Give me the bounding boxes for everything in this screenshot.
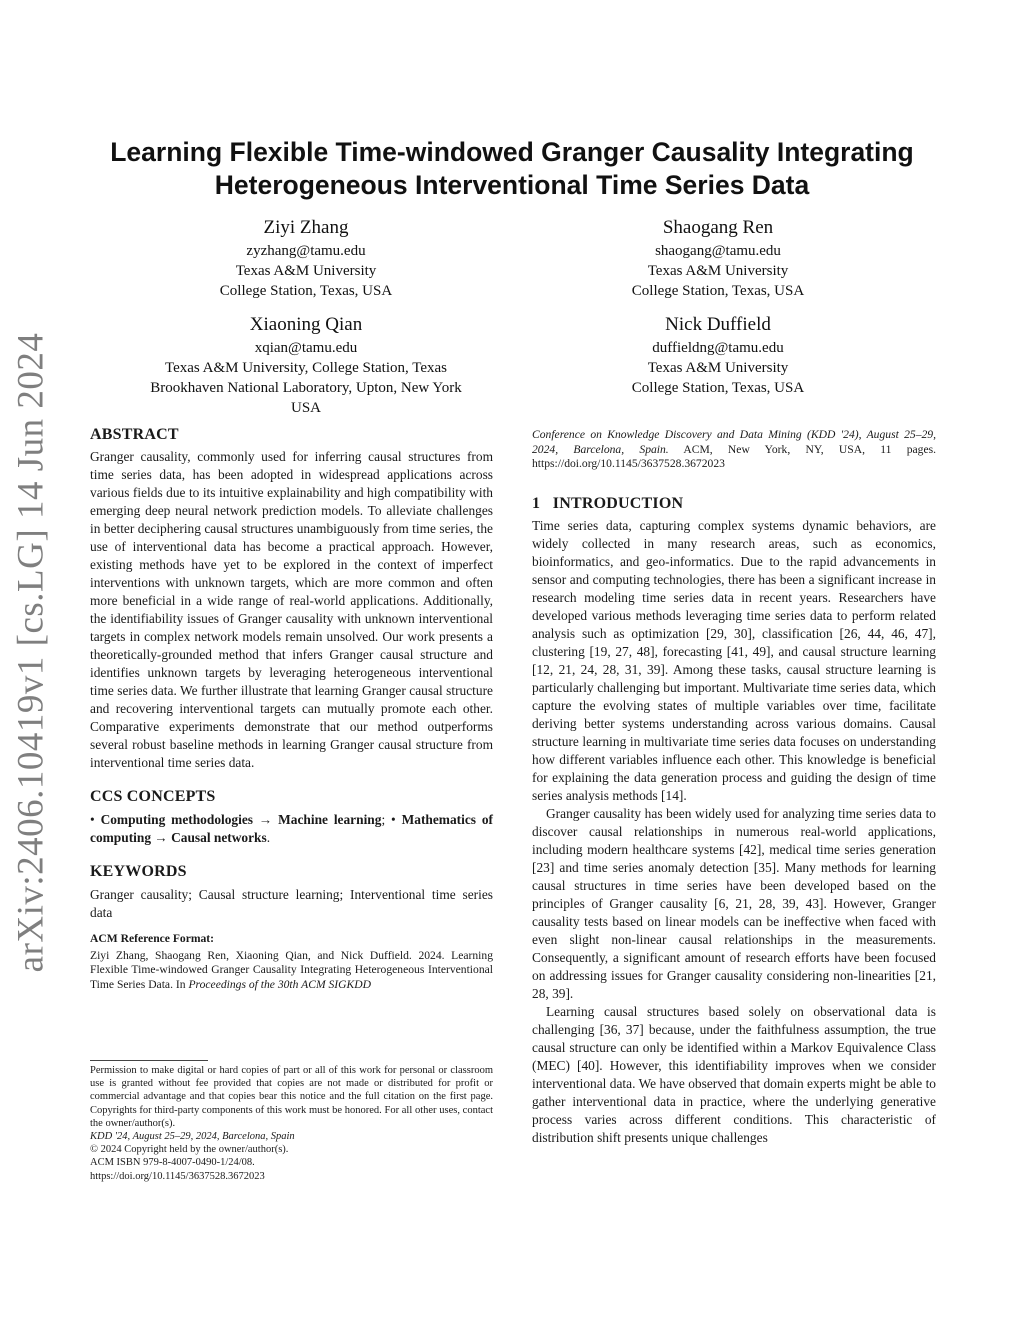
author-affiliation: Texas A&M University: [647, 263, 789, 279]
introduction-heading: 1 INTRODUCTION: [532, 494, 684, 512]
ccs-separator: ; •: [381, 812, 402, 827]
intro-paragraph-3: Learning causal structures based solely on observational data is challenging [36, 37] because, under the faithfulness assumption, the true causal structure can only be identified within a Markov Equivalence Class (MEC) [40]. However, this identifiability improves when we consider interventional data. We have observed that domain experts might be able to gather interventional data in practice, where the underlying generative process varies across different conditions. This characteristic of distribution shift presents unique challenges: [532, 1003, 936, 1145]
ccs-end: .: [266, 830, 271, 845]
ref-format-text: [90, 949, 493, 993]
author-location: College Station, Texas, USA: [219, 283, 393, 299]
isbn-line: ACM ISBN 979-8-4007-0490-1/24/08.: [90, 1157, 255, 1169]
intro-paragraph-1: Time series data, capturing complex systems dynamic behaviors, are widely collected in many research areas, such as economics, bioinformatics, and geo-informatics. Due to the rapid advancements in sensor and computing technologies, there has been a significant increase in research modeling time series data in recent years. Researchers have developed various methods leveraging time series data to perform related analysis such as optimization [29, 30], classification [26, 44, 46, 47], clustering [19, 27, 48], forecasting [41, 49], and causal structure learning [12, 21, 24, 28, 31, 39]. Among these tasks, causal structure learning is particularly challenging but important. Multivariate time series data, which capture the evolving states of multiple variables over time, facilitate deriving better systems understanding across various domains. Causal structure learning in multivariate time series data focuses on understanding how different variables influence each other. This knowledge is beneficial for explaining the data generation process and guiding the design of time series analysis methods [14].: [532, 517, 936, 803]
left-column: [90, 425, 493, 992]
author-affiliation: Texas A&M University, College Station, Texas: [164, 360, 448, 376]
ccs-arrow: →: [253, 812, 279, 827]
permission-notice: Permission to make digital or hard copies of part or all of this work for personal or classroom use is granted without fee provided that copies are not made or distributed for profit or commercial advantage and that copies bear this notice and the full citation on the first page. Copyrights for third-party components of this work must be honored. For all other uses, contact the owner/author(s).: [90, 1065, 493, 1129]
footnote-block: [90, 1064, 493, 1183]
ccs-bullet: •: [90, 812, 101, 827]
arxiv-id: arXiv:2406.10419v1 [cs.LG] 14 Jun 2024: [10, 332, 52, 972]
paper-title: Learning Flexible Time-windowed Granger Causality Integrating Heterogeneous Interventional Time Series Data: [110, 137, 914, 200]
ref-format-proceedings: Proceedings of the 30th ACM SIGKDD: [188, 977, 372, 991]
author-email: duffieldng@tamu.edu: [652, 340, 784, 356]
ccs-concept-2-sub: Causal networks: [171, 830, 267, 845]
arxiv-sidebar-stamp: [2, 332, 60, 972]
ccs-arrow: →: [151, 830, 172, 845]
keywords-text: Granger causality; Causal structure learning; Interventional time series data: [90, 887, 493, 920]
ref-format-heading: ACM Reference Format:: [90, 932, 215, 945]
author-affiliation-2: Brookhaven National Laboratory, Upton, New York: [150, 380, 462, 396]
doi-line: https://doi.org/10.1145/3637528.3672023: [90, 1170, 265, 1182]
abstract-heading: ABSTRACT: [90, 426, 179, 443]
author-block-1: [160, 216, 452, 301]
right-column: [532, 428, 936, 1147]
ref-format-continued: [532, 428, 936, 472]
ccs-concepts: [90, 811, 493, 847]
intro-paragraph-2: Granger causality has been widely used for analyzing time series data to discover causal relationships in numerous real-world applications, including modern healthcare systems [42], medical time series generation [23] and time series anomaly detection [35]. Many methods for learning causal structures in time series have been developed based on the principles of Granger causality [6, 21, 28, 39, 43]. However, Granger causality tests based on linear models can be ineffective when faced with even slight non-linear causal relationships in the measurements. Consequently, a significant amount of research efforts have been focused on addressing issues for Granger causality considering non-linearities [21, 28, 39].: [532, 805, 936, 1001]
ref-conference: Conference on Knowledge Discovery and Data Mining (KDD '24), August 25–29, 2024, Barcelona, Spain.: [532, 428, 936, 456]
ref-format-body: Ziyi Zhang, Shaogang Ren, Xiaoning Qian, and Nick Duffield. 2024. Learning Flexible Time-windowed Granger Causality Integrating Heterogeneous Interventional Time Series Data. In: [90, 948, 493, 991]
ccs-concept-2: Mathematics of computing: [90, 812, 493, 845]
ccs-concept-1: Computing methodologies: [100, 812, 253, 827]
keywords-heading: KEYWORDS: [90, 863, 187, 880]
author-location: College Station, Texas, USA: [631, 283, 805, 299]
author-email: xqian@tamu.edu: [254, 340, 358, 356]
author-name: Nick Duffield: [665, 314, 771, 335]
copyright-line: © 2024 Copyright held by the owner/author(s).: [90, 1144, 289, 1156]
author-affiliation: Texas A&M University: [647, 360, 789, 376]
author-email: shaogang@tamu.edu: [655, 243, 781, 259]
author-name: Shaogang Ren: [662, 217, 774, 238]
conference-line: KDD '24, August 25–29, 2024, Barcelona, Spain: [90, 1131, 295, 1143]
acm-reference-format: [90, 932, 493, 992]
author-country: USA: [290, 400, 321, 416]
author-name: Ziyi Zhang: [263, 217, 349, 238]
author-email: zyzhang@tamu.edu: [246, 243, 366, 259]
ccs-heading: CCS CONCEPTS: [90, 788, 216, 805]
author-name: Xiaoning Qian: [249, 314, 363, 335]
footnote-divider: [90, 1060, 208, 1061]
ref-publisher: ACM, New York, NY, USA, 11 pages. https://doi.org/10.1145/3637528.3672023: [532, 442, 937, 470]
author-location: College Station, Texas, USA: [631, 380, 805, 396]
author-block-4: [572, 313, 864, 398]
author-block-2: [572, 216, 864, 301]
author-affiliation: Texas A&M University: [235, 263, 377, 279]
author-block-3: [110, 313, 502, 418]
ccs-concept-1-sub: Machine learning: [278, 812, 382, 827]
abstract-text: Granger causality, commonly used for inferring causal structures from time series data, has been adopted in widespread applications across various fields due to its intuitive explainability and high compatibility with emerging deep neural network prediction models. To alleviate challenges in better deciphering causal structures unambiguously from time series, the use of interventional data has become a practical approach. However, existing methods have yet to be explored in the context of imperfect interventions with unknown targets, which are more common and often more beneficial in a wide range of real-world applications. Additionally, the identifiability issues of Granger causality with unknown interventional targets in complex network models remain unsolved. Our work presents a theoretically-grounded method that infers Granger causal structure and identifies unknown targets by leveraging heterogeneous interventional time series data. We further illustrate that learning Granger causal structure and recovering interventional targets can mutually promote each other. Comparative experiments demonstrate that our method outperforms several robust baseline methods in learning Granger causal structure from interventional time series data.: [90, 449, 493, 770]
